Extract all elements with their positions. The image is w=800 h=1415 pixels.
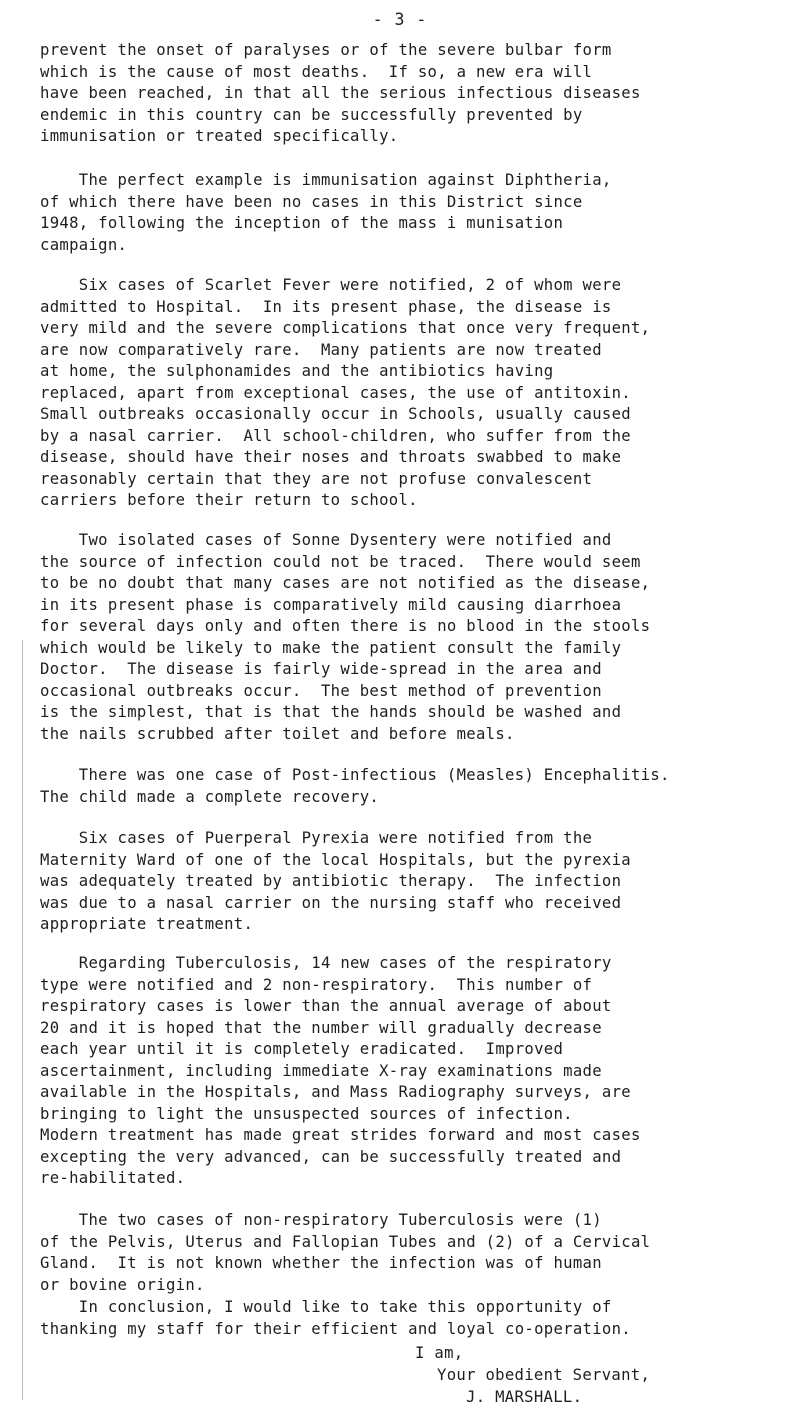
paragraph-conclusion: In conclusion, I would like to take this opportunity of thanking my staff for their efficient and loyal co-operation. <box>40 1298 631 1338</box>
paragraph-non-respiratory-tb: The two cases of non-respiratory Tuberculosis were (1) of the Pelvis, Uterus and Fallopian Tubes and (2) of a Cervical Gland. It is not known whether the infection was of human or bovine origin. <box>40 1211 651 1294</box>
paragraph-puerperal-pyrexia: Six cases of Puerperal Pyrexia were notified from the Maternity Ward of one of the local Hospitals, but the pyrexia was adequately treated by antibiotic therapy. The infection was due to a nasal carrier on the nursing staff who received appropriate treatment. <box>40 829 631 933</box>
page-number: - 3 - <box>372 10 428 29</box>
paragraph-scarlet-fever: Six cases of Scarlet Fever were notified, 2 of whom were admitted to Hospital. In its present phase, the disease is very mild and the severe complications that once very frequent, are now comparatively rare. Many patients are now treated at home, the sulphonamides and the antibiotics having replaced, apart from exceptional cases, the use of antitoxin. Small outbreaks occasionally occur in Schools, usually caused by a nasal carrier. All school-children, who suffer from the disease, should have their noses and throats swabbed to make reasonably certain that they are not profuse convalescent carriers before their return to school. <box>40 276 651 509</box>
closing-servant: Your obedient Servant, <box>437 1366 651 1384</box>
paragraph-diphtheria: The perfect example is immunisation against Diphtheria, of which there have been no cases in this District since 1948, following the inception of the mass i munisation campaign. <box>40 171 612 254</box>
closing-i-am: I am, <box>415 1344 464 1362</box>
paragraph-encephalitis: There was one case of Post-infectious (Measles) Encephalitis. The child made a complete recovery. <box>40 766 670 806</box>
paragraph-tuberculosis: Regarding Tuberculosis, 14 new cases of the respiratory type were notified and 2 non-respiratory. This number of respiratory cases is lower than the annual average of about 20 and it is hoped that the number will gradually decrease each year until it is completely eradicated. Improved ascertainment, including immediate X-ray examinations made available in the Hospitals, and Mass Radiography surveys, are bringing to light the unsuspected sources of infection. Modern treatment has made great strides forward and most cases excepting the very advanced, can be successfully treated and re-habilitated. <box>40 954 641 1187</box>
paragraph-polio-prevention: prevent the onset of paralyses or of the severe bulbar form which is the cause of most deaths. If so, a new era will have been reached, in that all the serious infectious diseases endemic in this country can be successfully prevented by immunisation or treated specifically. <box>40 41 641 145</box>
paragraph-sonne-dysentery: Two isolated cases of Sonne Dysentery were notified and the source of infection could not be traced. There would seem to be no doubt that many cases are not notified as the disease, in its present phase is comparatively mild causing diarrhoea for several days only and often there is no blood in the stools which would be likely to make the patient consult the family Doctor. The disease is fairly wide-spread in the area and occasional outbreaks occur. The best method of prevention is the simplest, that is that the hands should be washed and the nails scrubbed after toilet and before meals. <box>40 531 651 743</box>
signature-name: J. MARSHALL. <box>466 1388 583 1406</box>
scan-margin-line <box>22 640 23 1400</box>
